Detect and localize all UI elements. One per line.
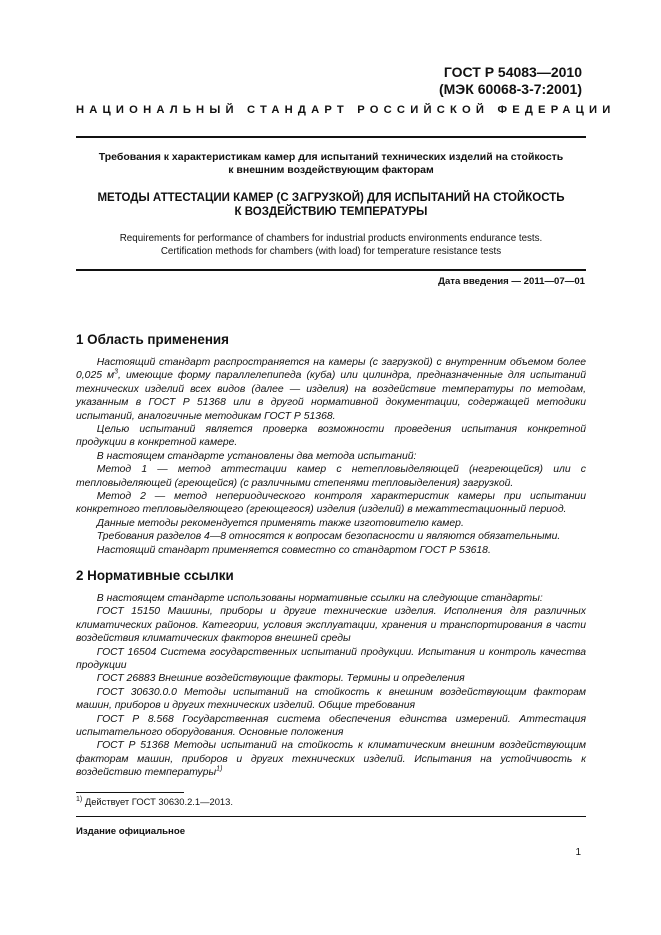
paragraph: Метод 2 — метод непериодического контроля характеристик камеры при испытании конкретного тепловыделяющего (греющегося) изделия (изделий) в межаттестационный период. <box>76 491 586 516</box>
title-en-line-1: Requirements for performance of chambers for industrial products environments endurance tests. <box>119 233 543 244</box>
introduction-date: Дата введения — 2011—07—01 <box>438 276 585 287</box>
gost-number: ГОСТ Р 54083—2010 <box>443 64 582 80</box>
section-heading: 2 Нормативные ссылки <box>76 568 234 583</box>
paragraph: В настоящем стандарте установлены два метода испытаний: <box>96 450 417 462</box>
title-line-2: к внешним воздействующим факторам <box>228 164 434 176</box>
title-line-4: К ВОЗДЕЙСТВИЮ ТЕМПЕРАТУРЫ <box>234 206 428 218</box>
title-en-line-2: Certification methods for chambers (with load) for temperature resistance tests <box>160 246 502 257</box>
title-general <box>76 151 586 177</box>
reference-item: ГОСТ Р 8.568 Государственная система обеспечения единства измерений. Аттестация испытательного оборудования. Основные положения <box>76 713 586 739</box>
title-line-3: МЕТОДЫ АТТЕСТАЦИИ КАМЕР (С ЗАГРУЗКОЙ) ДЛЯ ИСПЫТАНИЙ НА СТОЙКОСТЬ <box>97 192 565 204</box>
section-scope <box>76 332 586 557</box>
paragraph: Целью испытаний является проверка возможности проведения испытания конкретной продукции в конкретной камере. <box>76 424 586 449</box>
title-english <box>76 232 586 258</box>
footnote: $^{1)}$ Действует ГОСТ 30630.2.1—2013. <box>76 795 233 807</box>
national-standard-banner: НАЦИОНАЛЬНЫЙ СТАНДАРТ РОССИЙСКОЙ ФЕДЕРАЦИИ <box>76 104 616 116</box>
section-heading: 1 Область применения <box>76 332 229 347</box>
footnote-divider <box>76 792 184 793</box>
reference-item: ГОСТ 26883 Внешние воздействующие факторы. Термины и определения <box>96 673 465 685</box>
title-line-1: Требования к характеристикам камер для испытаний технических изделий на стойкость <box>98 151 564 163</box>
paragraph: Требования разделов 4—8 относятся к вопросам безопасности и являются обязательными. <box>96 531 561 543</box>
reference-item: ГОСТ 16504 Система государственных испытаний продукции. Испытания и контроль качества продукции <box>76 646 586 672</box>
reference-item: ГОСТ 30630.0.0 Методы испытаний на стойкость к внешним воздействующим факторам машин, приборов и других технических изделий. Общие требования <box>76 686 586 712</box>
footer-divider <box>76 816 586 817</box>
reference-item: ГОСТ 15150 Машины, приборы и другие технические изделия. Исполнения для различных климатических районов. Категории, условия эксплуатации, хранения и транспортирования в части воздействия климатических факторов внешней среды <box>76 606 586 645</box>
standard-number-block <box>439 64 582 98</box>
paragraph: Метод 1 — метод аттестации камер с нетепловыделяющей (негреющейся) или с тепловыделяющей (греющейся) (с различными степенями тепловыделения) загрузкой. <box>76 464 586 489</box>
title-divider <box>76 269 586 271</box>
section-normative-references <box>76 568 586 780</box>
iec-number: (МЭК 60068-3-7:2001) <box>438 81 582 97</box>
official-edition-label: Издание официальное <box>76 826 186 837</box>
title-main <box>76 191 586 219</box>
paragraph: Настоящий стандарт распространяется на камеры (с загрузкой) с внутренним объемом более 0,025 $м^3$, имеющие форму параллелепипеда (куба) или цилиндра, предназначенные для испытаний технических изделий всех видов (далее — изделия) на воздействие температуры по методам, указанным в ГОСТ Р 51368 или в другой нормативной документации, содержащей методики испытаний, аналогичные методикам ГОСТ Р 51368. <box>76 357 586 422</box>
paragraph: Данные методы рекомендуется применять также изготовителю камер. <box>96 517 464 529</box>
top-divider <box>76 136 586 138</box>
page-number: 1 <box>575 847 581 858</box>
reference-item: ГОСТ Р 51368 Методы испытаний на стойкость к климатическим внешним воздействующим факторам машин, приборов и других технических изделий. Испытания на устойчивость к воздействию температуры$^{1)}$ <box>76 740 586 779</box>
paragraph: В настоящем стандарте использованы нормативные ссылки на следующие стандарты: <box>96 593 543 604</box>
paragraph: Настоящий стандарт применяется совместно со стандартом ГОСТ Р 53618. <box>96 544 491 556</box>
